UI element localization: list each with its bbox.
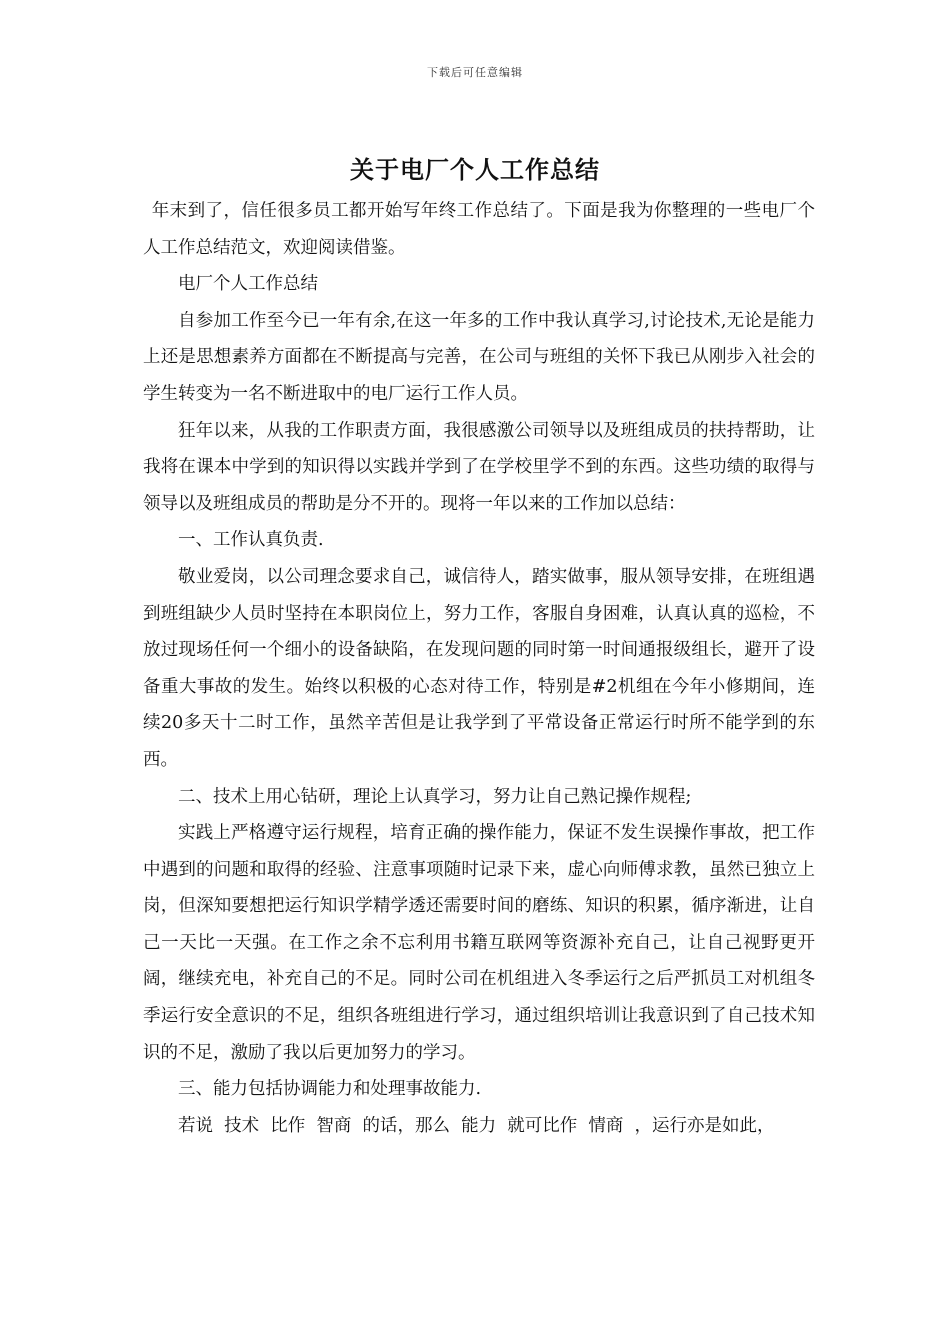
section-heading: 一、工作认真负责.: [178, 530, 324, 551]
section-heading: 二、技术上用心钻研，理论上认真学习，努力让自己熟记操作规程;: [178, 786, 692, 807]
paragraph: 狂年以来，从我的工作职责方面，我很感激公司领导以及班组成员的扶持帮助，让我将在课本中学到的知识得以实践并学到了在学校里学不到的东西。这些功绩的取得与领导以及班组成员的帮助是分不开的。现将一年以来的工作加以总结：: [143, 420, 815, 514]
paragraph-subtitle: 电厂个人工作总结: [178, 274, 318, 295]
header-note: 下载后可任意编辑: [427, 66, 523, 79]
paragraph: 自参加工作至今已一年有余,在这一年多的工作中我认真学习,讨论技术,无论是能力上还是思想素养方面都在不断提高与完善，在公司与班组的关怀下我已从刚步入社会的学生转变为一名不断进取中的电厂运行工作人员。: [143, 310, 815, 404]
paragraph: 若说 技术 比作 智商 的话，那么 能力 就可比作 情商 ，运行亦是如此，: [178, 1115, 775, 1136]
document-title: 关于电厂个人工作总结: [350, 155, 600, 184]
paragraph: 实践上严格遵守运行规程，培育正确的操作能力，保证不发生误操作事故，把工作中遇到的问题和取得的经验、注意事项随时记录下来，虚心向师傅求教，虽然已独立上岗，但深知要想把运行知识学精学透还需要时间的磨练、知识的积累，循序渐进，让自己一天比一天强。在工作之余不忘利用书籍互联网等资源补充自己，让自己视野更开阔，继续充电，补充自己的不足。同时公司在机组进入冬季运行之后严抓员工对机组冬季运行安全意识的不足，组织各班组进行学习，通过组织培训让我意识到了自己技术知识的不足，激励了我以后更加努力的学习。: [143, 823, 815, 1063]
section-heading: 三、能力包括协调能力和处理事故能力.: [178, 1079, 482, 1100]
document-body: [143, 193, 815, 1144]
paragraph-intro: 年末到了，信任很多员工都开始写年终工作总结了。下面是我为你整理的一些电厂个人工作总结范文，欢迎阅读借鉴。: [143, 201, 815, 258]
paragraph: 敬业爱岗，以公司理念要求自己，诚信待人，踏实做事，服从领导安排，在班组遇到班组缺少人员时坚持在本职岗位上，努力工作，客服自身困难，认真认真的巡检，不放过现场任何一个细小的设备缺陷，在发现问题的同时第一时间通报级组长，避开了设备重大事故的发生。始终以积极的心态对待工作，特别是#2机组在今年小修期间，连续20多天十二时工作，虽然辛苦但是让我学到了平常设备正常运行时所不能学到的东西。: [143, 566, 815, 770]
